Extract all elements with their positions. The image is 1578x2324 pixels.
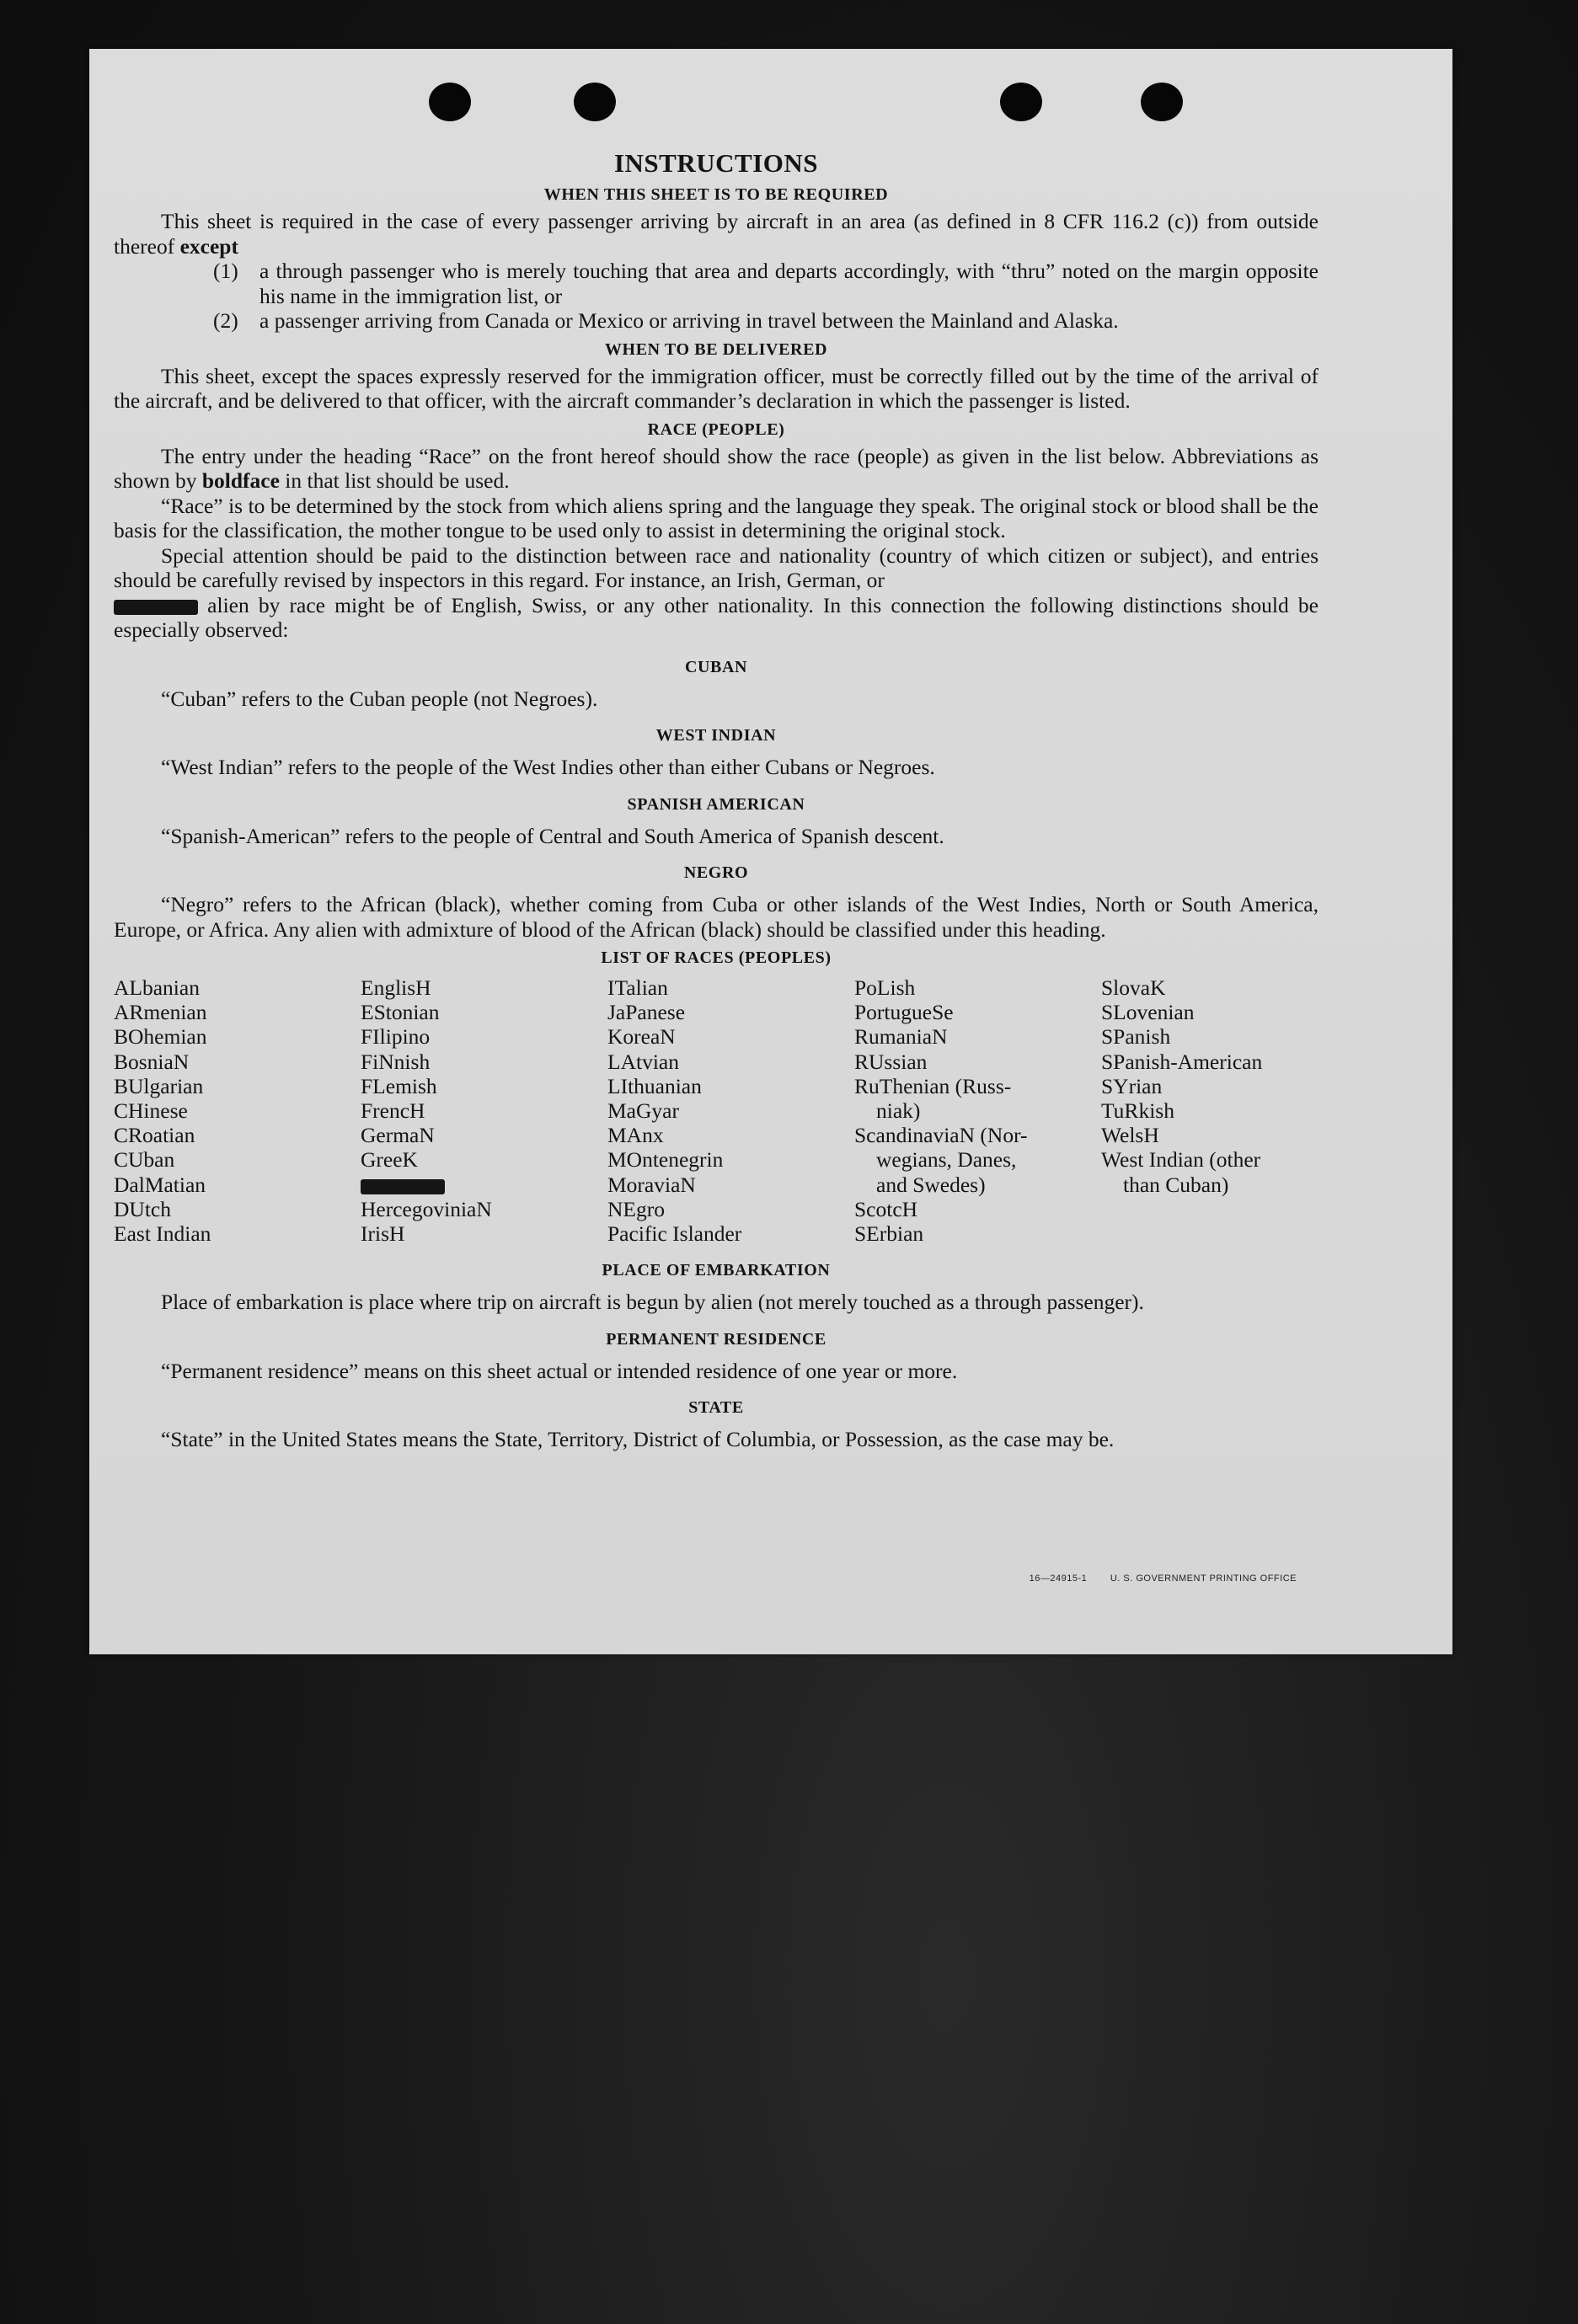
race-paragraph-1: The entry under the heading “Race” on the front hereof should show the race (people) as given in the list below. Abbreviations as shown by boldface in that list should be used. <box>114 443 1319 493</box>
section-heading-spanish-american: SPANISH AMERICAN <box>627 794 805 814</box>
print-code <box>1009 1573 1297 1584</box>
race-entry: CHinese <box>114 1098 188 1124</box>
race-entry: WelsH <box>1101 1123 1159 1148</box>
spanish-american-text: “Spanish-American” refers to the people of Central and South America of Spanish descent. <box>161 823 944 848</box>
races-column <box>361 975 607 1246</box>
page-title: INSTRUCTIONS <box>613 148 818 178</box>
race-entry: RumaniaN <box>854 1024 948 1050</box>
race-entry: MoraviaN <box>607 1172 696 1197</box>
race-entry: EnglisH <box>361 975 431 1000</box>
race-entry: GreeK <box>361 1147 418 1173</box>
punch-hole <box>1141 83 1183 121</box>
race-entry: ARmenian <box>114 1000 207 1025</box>
race-entry: SlovaK <box>1101 975 1166 1000</box>
state-text: “State” in the United States means the State, Territory, District of Columbia, or Possession, as the case may be. <box>161 1427 1115 1452</box>
race-entry: BOhemian <box>114 1024 207 1050</box>
race-entry: FLemish <box>361 1073 437 1098</box>
race-entry: and Swedes) <box>876 1172 986 1197</box>
west-indian-text: “West Indian” refers to the people of the West Indies other than either Cubans or Negroes. <box>161 755 935 779</box>
punch-hole <box>429 83 471 121</box>
race-entry: GermaN <box>361 1123 435 1148</box>
section-heading-state: STATE <box>688 1398 744 1418</box>
race-entry: PortugueSe <box>854 1000 954 1025</box>
section-heading-cuban: CUBAN <box>684 657 748 676</box>
race-entry: wegians, Danes, <box>876 1147 1017 1173</box>
race-entry: CRoatian <box>114 1123 195 1148</box>
race-entry: BUlgarian <box>114 1073 204 1098</box>
race-entry: SYrian <box>1101 1073 1163 1098</box>
section-heading-races-list: LIST OF RACES (PEOPLES) <box>601 948 832 967</box>
race-entry: niak) <box>876 1098 921 1124</box>
race-paragraph-3: Special attention should be paid to the distinction between race and nationality (country of which citizen or subject), and entries should be carefully revised by inspectors in this regard. For instance, an Irish, German, or alien by race might be of English, Swiss, or any other nationality. In this connection the following distinctions should be especially observed: <box>114 542 1319 642</box>
race-entry: MAnx <box>607 1123 664 1148</box>
race-entry: LAtvian <box>607 1049 679 1074</box>
residence-text: “Permanent residence” means on this sheet actual or intended residence of one year or more. <box>161 1358 958 1383</box>
race-entry: Pacific Islander <box>607 1221 742 1247</box>
form-code: 16—24915-1 <box>1029 1573 1088 1584</box>
cuban-text: “Cuban” refers to the Cuban people (not Negroes). <box>161 686 598 711</box>
race-entry: DalMatian <box>114 1172 206 1197</box>
printer-imprint: U. S. GOVERNMENT PRINTING OFFICE <box>1110 1573 1297 1584</box>
races-column <box>854 975 1101 1246</box>
document-content <box>114 148 1319 1452</box>
race-entry: PoLish <box>854 975 916 1000</box>
race-entry: CUban <box>114 1147 175 1173</box>
delivered-text: This sheet, except the spaces expressly reserved for the immigration officer, must be correctly filled out by the time of the arrival of the aircraft, and be delivered to that officer, with the aircraft commander’s declaration in which the passenger is listed. <box>114 363 1319 413</box>
race-entry: West Indian (other <box>1101 1147 1261 1173</box>
section-heading-embarkation: PLACE OF EMBARKATION <box>602 1261 831 1280</box>
races-list <box>114 975 1319 1246</box>
races-column <box>114 975 361 1246</box>
race-entry: ALbanian <box>114 975 200 1000</box>
redaction-mark <box>114 600 198 615</box>
race-paragraph-2: “Race” is to be determined by the stock from which aliens spring and the language they speak. The original stock or blood shall be the basis for the classification, the mother tongue to be used only to assist in determining the original stock. <box>114 493 1319 542</box>
required-intro: This sheet is required in the case of every passenger arriving by aircraft in an area (as defined in 8 CFR 116.2 (c)) from outside thereof except <box>114 209 1319 259</box>
race-entry: SPanish-American <box>1101 1049 1263 1074</box>
race-entry: JaPanese <box>607 1000 686 1025</box>
race-entry: ScotcH <box>854 1196 918 1221</box>
race-entry: RUssian <box>854 1049 928 1074</box>
race-entry: NEgro <box>607 1196 665 1221</box>
race-entry: SLovenian <box>1101 1000 1195 1025</box>
race-entry: SPanish <box>1101 1024 1171 1050</box>
race-entry: KoreaN <box>607 1024 676 1050</box>
race-entry: EStonian <box>361 1000 440 1025</box>
race-entry: East Indian <box>114 1221 211 1247</box>
race-entry: RuThenian (Russ- <box>854 1073 1012 1098</box>
races-column <box>607 975 854 1246</box>
race-entry: SErbian <box>854 1221 924 1247</box>
race-entry: TuRkish <box>1101 1098 1174 1124</box>
race-entry: FrencH <box>361 1098 425 1124</box>
race-entry: MOntenegrin <box>607 1147 724 1173</box>
section-heading-residence: PERMANENT RESIDENCE <box>606 1329 826 1349</box>
punch-hole <box>1000 83 1042 121</box>
negro-text: “Negro” refers to the African (black), whether coming from Cuba or other islands of the West Indies, North or South America, Europe, or Africa. Any alien with admixture of blood of the African (black) should be classified under this heading. <box>114 892 1319 942</box>
race-entry: ITalian <box>607 975 668 1000</box>
punch-hole <box>574 83 616 121</box>
race-entry-redacted <box>361 1173 607 1197</box>
race-entry: LIthuanian <box>607 1073 702 1098</box>
section-heading-negro: NEGRO <box>683 863 749 882</box>
list-item: (2) a passenger arriving from Canada or Mexico or arriving in travel between the Mainland and Alaska. <box>213 308 1119 333</box>
race-entry: HercegoviniaN <box>361 1196 492 1221</box>
document-sheet <box>89 49 1452 1654</box>
race-entry: FIlipino <box>361 1024 431 1050</box>
embarkation-text: Place of embarkation is place where trip on aircraft is begun by alien (not merely touched as a through passenger). <box>161 1290 1144 1315</box>
race-entry: than Cuban) <box>1123 1172 1229 1197</box>
list-item: (1) a through passenger who is merely touching that area and departs accordingly, with “thru” noted on the margin opposite his name in the immigration list, or <box>213 259 1319 308</box>
race-entry: DUtch <box>114 1196 171 1221</box>
races-column <box>1101 975 1348 1246</box>
section-heading-race: RACE (PEOPLE) <box>647 419 785 439</box>
section-heading-delivered: WHEN TO BE DELIVERED <box>604 339 828 359</box>
section-heading-west-indian: WEST INDIAN <box>655 726 777 745</box>
race-entry: MaGyar <box>607 1098 679 1124</box>
race-entry: ScandinaviaN (Nor- <box>854 1123 1028 1148</box>
race-entry: BosniaN <box>114 1049 190 1074</box>
redaction-mark <box>361 1179 445 1194</box>
race-entry: FiNnish <box>361 1049 431 1074</box>
section-heading-required: WHEN THIS SHEET IS TO BE REQUIRED <box>543 185 889 204</box>
race-entry: IrisH <box>361 1221 405 1247</box>
